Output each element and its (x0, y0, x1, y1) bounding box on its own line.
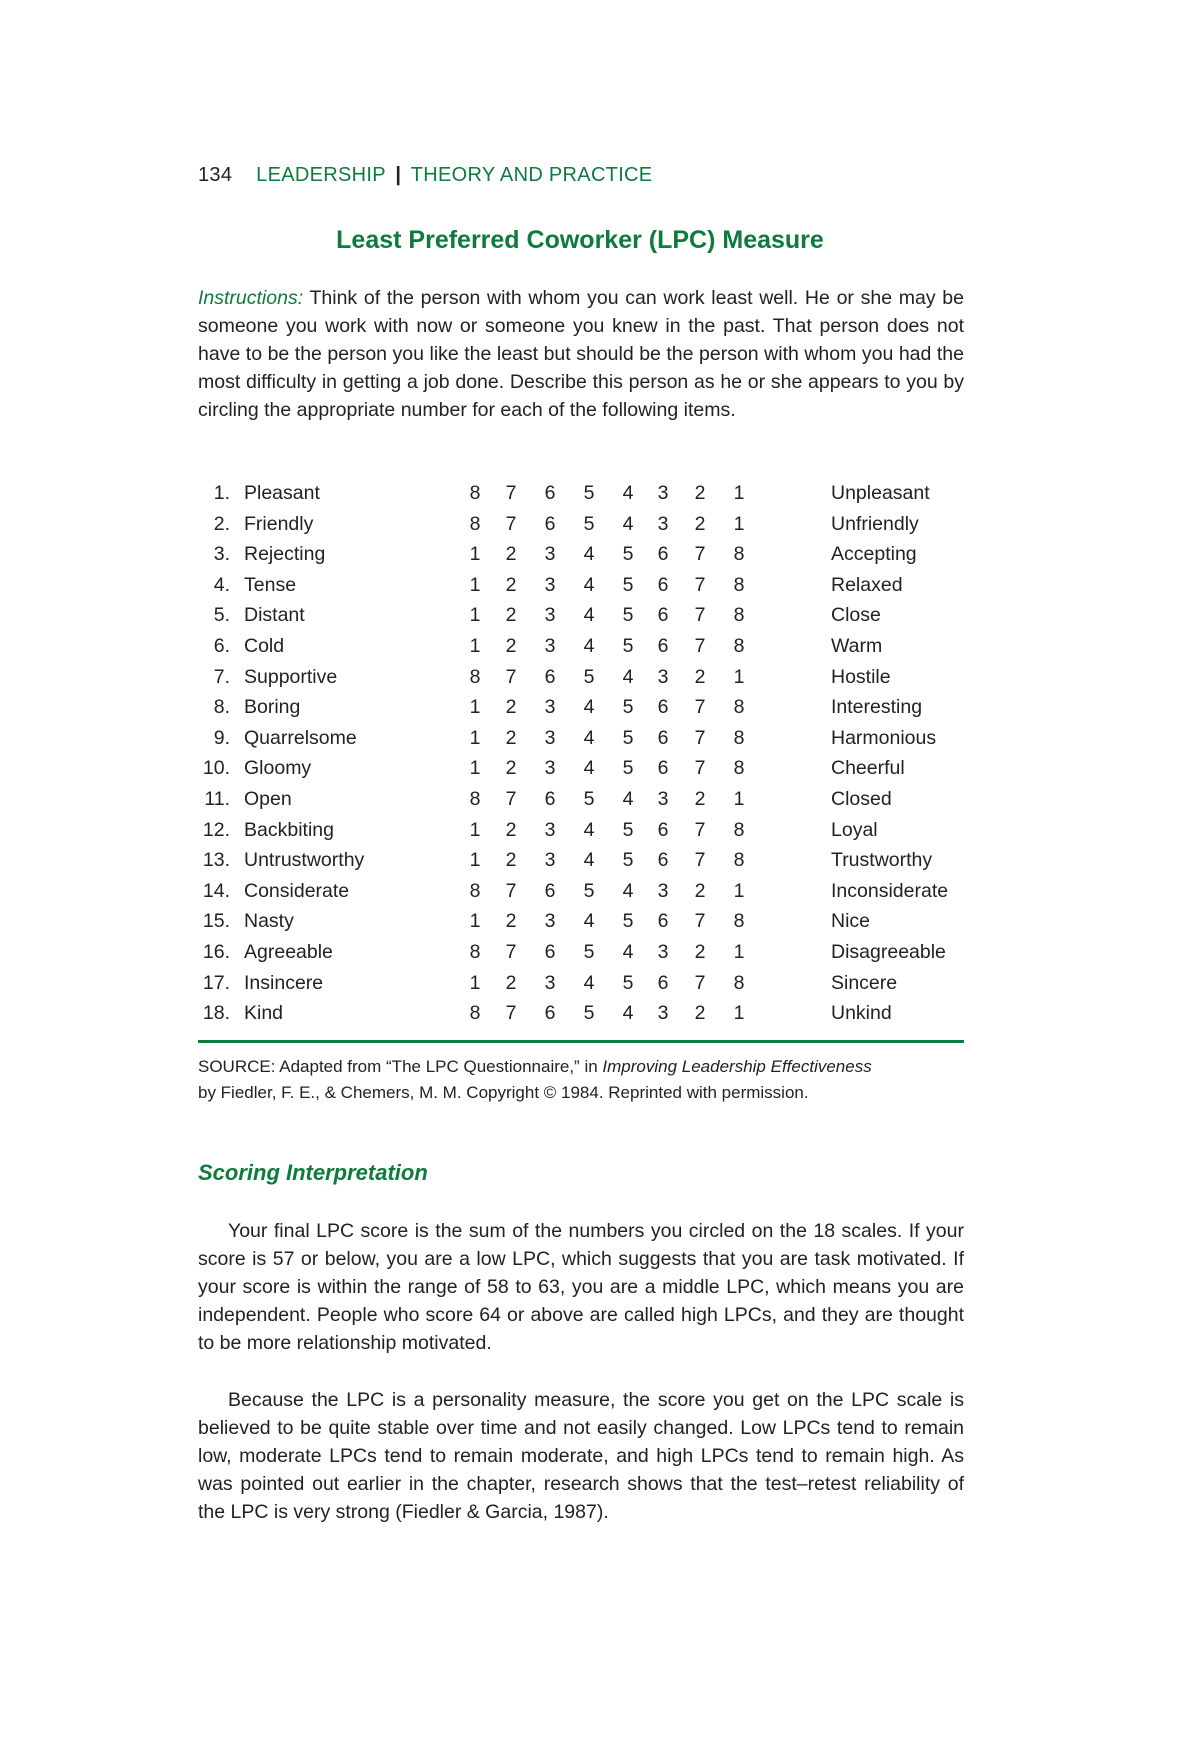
lpc-scale-table (198, 482, 968, 1033)
scale-option[interactable]: 2 (694, 1002, 706, 1025)
scale-option[interactable]: 1 (469, 910, 481, 933)
scale-option[interactable]: 4 (622, 940, 634, 963)
scale-option[interactable]: 1 (733, 787, 745, 810)
scale-option[interactable]: 4 (583, 818, 595, 841)
scale-option[interactable]: 1 (733, 512, 745, 535)
scale-option[interactable]: 8 (469, 512, 481, 535)
book-subtitle: THEORY AND PRACTICE (410, 164, 653, 186)
scale-option[interactable]: 8 (733, 634, 745, 657)
scale-option[interactable]: 7 (505, 665, 517, 688)
scale-option[interactable]: 2 (505, 573, 517, 596)
scale-option[interactable]: 7 (505, 879, 517, 902)
scale-item-row (198, 941, 968, 972)
scale-option[interactable]: 7 (505, 482, 517, 504)
scale-option[interactable]: 6 (544, 787, 556, 810)
scale-option[interactable]: 4 (583, 971, 595, 994)
source-book: Improving Leadership Effectiveness (602, 1057, 872, 1076)
scale-option[interactable]: 8 (733, 573, 745, 596)
scale-option[interactable]: 5 (583, 665, 595, 688)
scale-option[interactable]: 8 (469, 879, 481, 902)
item-number: 4. (213, 573, 230, 596)
scale-option[interactable]: 6 (657, 726, 669, 749)
scale-option[interactable]: 3 (657, 512, 669, 535)
scale-option[interactable]: 2 (694, 482, 706, 504)
scale-option[interactable]: 7 (694, 604, 706, 627)
divider (198, 1040, 964, 1043)
scale-option[interactable]: 3 (544, 543, 556, 566)
scale-option[interactable]: 5 (622, 818, 634, 841)
scale-option[interactable]: 4 (622, 512, 634, 535)
scale-option[interactable]: 1 (733, 940, 745, 963)
scale-option[interactable]: 4 (583, 757, 595, 780)
source-prefix: SOURCE: Adapted from “The LPC Questionnaire,” in (198, 1057, 603, 1076)
scale-option[interactable]: 6 (657, 573, 669, 596)
scale-option[interactable]: 2 (505, 634, 517, 657)
scale-option[interactable]: 1 (469, 818, 481, 841)
scale-option[interactable]: 5 (622, 634, 634, 657)
scale-option[interactable]: 8 (733, 726, 745, 749)
source-citation: by Fiedler, F. E., & Chemers, M. M. Copyright © 1984. Reprinted with permission. (198, 1083, 809, 1102)
scale-option[interactable]: 6 (544, 665, 556, 688)
item-right-adjective: Nice (831, 910, 871, 933)
scale-item-row (198, 727, 968, 758)
item-left-adjective: Supportive (244, 665, 338, 688)
scale-option[interactable]: 5 (622, 726, 634, 749)
scale-option[interactable]: 7 (505, 940, 517, 963)
scale-option[interactable]: 5 (622, 604, 634, 627)
scale-option[interactable]: 6 (544, 940, 556, 963)
scale-option[interactable]: 8 (733, 849, 745, 872)
scale-option[interactable]: 6 (544, 482, 556, 504)
item-right-adjective: Loyal (831, 818, 878, 841)
scale-option[interactable]: 3 (657, 879, 669, 902)
scale-option[interactable]: 7 (694, 543, 706, 566)
scale-option[interactable]: 4 (583, 543, 595, 566)
item-right-adjective: Close (831, 604, 881, 627)
scale-option[interactable]: 5 (622, 757, 634, 780)
scale-option[interactable]: 7 (694, 634, 706, 657)
item-left-adjective: Distant (244, 604, 305, 627)
scale-option[interactable]: 5 (622, 910, 634, 933)
item-right-adjective: Interesting (831, 696, 923, 719)
scale-option[interactable]: 4 (583, 634, 595, 657)
scale-option[interactable]: 6 (657, 543, 669, 566)
item-right-adjective: Inconsiderate (831, 879, 949, 902)
scale-option[interactable]: 4 (622, 482, 634, 504)
page-number: 134 (198, 164, 233, 186)
scale-option[interactable]: 3 (544, 604, 556, 627)
scale-option[interactable]: 4 (583, 910, 595, 933)
scale-option[interactable]: 7 (694, 573, 706, 596)
scale-option[interactable]: 6 (657, 818, 669, 841)
scale-option[interactable]: 8 (469, 665, 481, 688)
scale-option[interactable]: 5 (583, 512, 595, 535)
item-right-adjective: Disagreeable (831, 940, 946, 963)
scale-option[interactable]: 4 (583, 726, 595, 749)
scale-option[interactable]: 3 (657, 482, 669, 504)
scale-option[interactable]: 5 (622, 543, 634, 566)
item-left-adjective: Tense (244, 573, 297, 596)
scale-option[interactable]: 3 (657, 665, 669, 688)
scale-item-row (198, 635, 968, 666)
scale-option[interactable]: 1 (469, 543, 481, 566)
scale-option[interactable]: 5 (583, 787, 595, 810)
scale-option[interactable]: 8 (469, 482, 481, 504)
scale-option[interactable]: 1 (733, 1002, 745, 1025)
item-number: 10. (202, 757, 230, 780)
scale-option[interactable]: 2 (694, 665, 706, 688)
scale-option[interactable]: 5 (622, 971, 634, 994)
item-left-adjective: Agreeable (244, 940, 333, 963)
scale-option[interactable]: 1 (469, 757, 481, 780)
scale-item-row (198, 819, 968, 850)
scale-option[interactable]: 4 (583, 849, 595, 872)
item-number: 5. (213, 604, 230, 627)
item-right-adjective: Relaxed (831, 573, 903, 596)
item-left-adjective: Untrustworthy (244, 849, 365, 872)
scale-option[interactable]: 7 (694, 726, 706, 749)
instructions-text: Think of the person with whom you can work least well. He or she may be someone you work with now or someone you knew in the past. That person does not have to be the person you like the least but should be the person with whom you had the most difficulty in getting a job done. Describe this person as he or she appears to you by circling the appropriate number for each of the following items. (198, 287, 964, 421)
scale-option[interactable]: 3 (544, 696, 556, 719)
item-right-adjective: Unfriendly (831, 512, 919, 535)
scale-option[interactable]: 4 (622, 665, 634, 688)
scale-option[interactable]: 1 (469, 634, 481, 657)
scale-option[interactable]: 5 (583, 940, 595, 963)
scale-option[interactable]: 8 (733, 604, 745, 627)
item-number: 14. (202, 879, 230, 902)
scale-option[interactable]: 8 (469, 787, 481, 810)
scale-option[interactable]: 8 (733, 543, 745, 566)
item-number: 8. (213, 696, 230, 719)
scale-item-row (198, 574, 968, 605)
item-number: 6. (213, 634, 230, 657)
scale-item-row (198, 788, 968, 819)
scale-option[interactable]: 1 (733, 665, 745, 688)
scale-option[interactable]: 3 (657, 1002, 669, 1025)
scale-option[interactable]: 4 (622, 879, 634, 902)
item-left-adjective: Cold (244, 634, 285, 657)
scale-option[interactable]: 2 (505, 543, 517, 566)
scale-option[interactable]: 4 (583, 604, 595, 627)
scale-item-row (198, 910, 968, 941)
scale-option[interactable]: 5 (583, 482, 595, 504)
item-right-adjective: Trustworthy (831, 849, 933, 872)
scale-item-row (198, 543, 968, 574)
item-number: 9. (213, 726, 230, 749)
item-left-adjective: Nasty (244, 910, 294, 933)
scale-option[interactable]: 4 (622, 1002, 634, 1025)
page-title: Least Preferred Coworker (LPC) Measure (336, 226, 824, 254)
item-left-adjective: Friendly (244, 512, 314, 535)
scale-option[interactable]: 4 (622, 787, 634, 810)
scale-option[interactable]: 7 (694, 818, 706, 841)
scale-item-row (198, 666, 968, 697)
scale-option[interactable]: 6 (544, 512, 556, 535)
item-left-adjective: Gloomy (244, 757, 312, 780)
scale-option[interactable]: 3 (544, 818, 556, 841)
scale-item-row (198, 757, 968, 788)
scale-option[interactable]: 7 (505, 512, 517, 535)
item-left-adjective: Rejecting (244, 543, 326, 566)
item-number: 7. (213, 665, 230, 688)
item-left-adjective: Open (244, 787, 292, 810)
item-right-adjective: Harmonious (831, 726, 937, 749)
item-number: 18. (202, 1002, 230, 1025)
scale-item-row (198, 1002, 968, 1033)
scale-option[interactable]: 3 (657, 787, 669, 810)
header-separator: | (395, 164, 402, 186)
item-number: 12. (202, 818, 230, 841)
scale-option[interactable]: 3 (544, 971, 556, 994)
scale-option[interactable]: 6 (544, 879, 556, 902)
scale-option[interactable]: 3 (657, 940, 669, 963)
scale-option[interactable]: 1 (469, 849, 481, 872)
item-number: 16. (202, 940, 230, 963)
scale-option[interactable]: 5 (622, 849, 634, 872)
scale-option[interactable]: 3 (544, 757, 556, 780)
scale-item-row (198, 880, 968, 911)
scale-option[interactable]: 2 (694, 512, 706, 535)
scale-option[interactable]: 6 (657, 849, 669, 872)
scale-option[interactable]: 1 (733, 879, 745, 902)
scoring-paragraph-2: Because the LPC is a personality measure, the score you get on the LPC scale is believed to be quite stable over time and not easily changed. Low LPCs tend to remain low, moderate LPCs tend to remain moderate, and high LPCs tend to remain high. As was pointed out earlier in the chapter, research shows that the test–retest reliability of the LPC is very strong (Fiedler & Garcia, 1987). (198, 1389, 964, 1523)
item-number: 3. (213, 543, 230, 566)
scale-option[interactable]: 6 (657, 634, 669, 657)
scale-item-row (198, 513, 968, 544)
scale-option[interactable]: 2 (694, 787, 706, 810)
item-number: 15. (202, 910, 230, 933)
scale-option[interactable]: 1 (469, 696, 481, 719)
scale-item-row (198, 849, 968, 880)
scoring-paragraph-1: Your final LPC score is the sum of the numbers you circled on the 18 scales. If your score is 57 or below, you are a low LPC, which suggests that you are task motivated. If your score is within the range of 58 to 63, you are a middle LPC, which means you are independent. People who score 64 or above are called high LPCs, and they are thought to be more relationship motivated. (198, 1220, 964, 1354)
instructions (198, 284, 964, 424)
item-number: 2. (213, 512, 230, 535)
scale-option[interactable]: 3 (544, 573, 556, 596)
scoring-heading: Scoring Interpretation (198, 1160, 428, 1185)
item-left-adjective: Considerate (244, 879, 350, 902)
item-right-adjective: Unkind (831, 1002, 892, 1025)
scale-option[interactable]: 2 (505, 604, 517, 627)
scale-option[interactable]: 1 (469, 726, 481, 749)
item-left-adjective: Quarrelsome (244, 726, 357, 749)
item-right-adjective: Sincere (831, 971, 898, 994)
scale-item-row (198, 696, 968, 727)
item-left-adjective: Backbiting (244, 818, 334, 841)
instructions-label: Instructions: (198, 287, 304, 309)
scale-option[interactable]: 3 (544, 634, 556, 657)
scale-option[interactable]: 8 (733, 757, 745, 780)
item-number: 11. (204, 787, 230, 810)
item-left-adjective: Kind (244, 1002, 284, 1025)
scale-option[interactable]: 4 (583, 573, 595, 596)
item-right-adjective: Cheerful (831, 757, 905, 780)
scale-option[interactable]: 2 (505, 849, 517, 872)
scale-option[interactable]: 6 (657, 604, 669, 627)
scale-option[interactable]: 2 (694, 879, 706, 902)
scale-item-row (198, 972, 968, 1003)
scale-option[interactable]: 6 (657, 971, 669, 994)
scale-option[interactable]: 6 (657, 757, 669, 780)
scale-option[interactable]: 7 (505, 1002, 517, 1025)
scale-option[interactable]: 2 (505, 726, 517, 749)
item-right-adjective: Closed (831, 787, 892, 810)
scale-option[interactable]: 5 (622, 696, 634, 719)
scale-option[interactable]: 6 (657, 696, 669, 719)
item-number: 1. (213, 482, 230, 504)
scale-option[interactable]: 6 (544, 1002, 556, 1025)
scale-option[interactable]: 2 (694, 940, 706, 963)
scale-option[interactable]: 5 (583, 1002, 595, 1025)
scale-option[interactable]: 8 (733, 696, 745, 719)
item-right-adjective: Warm (831, 634, 883, 657)
scale-option[interactable]: 5 (622, 573, 634, 596)
item-left-adjective: Insincere (244, 971, 324, 994)
scale-option[interactable]: 1 (469, 971, 481, 994)
scale-option[interactable]: 7 (505, 787, 517, 810)
item-number: 17. (202, 971, 230, 994)
item-left-adjective: Pleasant (244, 482, 320, 504)
scale-option[interactable]: 7 (694, 971, 706, 994)
item-right-adjective: Hostile (831, 665, 891, 688)
scale-option[interactable]: 8 (469, 940, 481, 963)
scale-option[interactable]: 4 (583, 696, 595, 719)
scale-option[interactable]: 6 (657, 910, 669, 933)
item-right-adjective: Accepting (831, 543, 917, 566)
book-title: LEADERSHIP (256, 164, 386, 186)
scale-option[interactable]: 8 (733, 818, 745, 841)
scale-option[interactable]: 8 (469, 1002, 481, 1025)
item-left-adjective: Boring (244, 696, 301, 719)
item-right-adjective: Unpleasant (831, 482, 930, 504)
scale-option[interactable]: 5 (583, 879, 595, 902)
scale-option[interactable]: 1 (469, 604, 481, 627)
scale-option[interactable]: 3 (544, 726, 556, 749)
scale-option[interactable]: 2 (505, 757, 517, 780)
scale-item-row (198, 482, 968, 513)
scale-option[interactable]: 1 (469, 573, 481, 596)
scale-option[interactable]: 7 (694, 910, 706, 933)
scale-option[interactable]: 3 (544, 910, 556, 933)
scale-option[interactable]: 2 (505, 696, 517, 719)
scale-option[interactable]: 2 (505, 971, 517, 994)
scale-option[interactable]: 7 (694, 696, 706, 719)
scale-option[interactable]: 8 (733, 910, 745, 933)
scale-option[interactable]: 1 (733, 482, 745, 504)
item-number: 13. (202, 849, 230, 872)
scale-option[interactable]: 3 (544, 849, 556, 872)
scale-option[interactable]: 7 (694, 757, 706, 780)
scale-option[interactable]: 2 (505, 910, 517, 933)
scale-option[interactable]: 8 (733, 971, 745, 994)
scale-option[interactable]: 2 (505, 818, 517, 841)
scale-option[interactable]: 7 (694, 849, 706, 872)
source-note (198, 1054, 872, 1106)
scale-item-row (198, 604, 968, 635)
running-header (198, 164, 652, 187)
